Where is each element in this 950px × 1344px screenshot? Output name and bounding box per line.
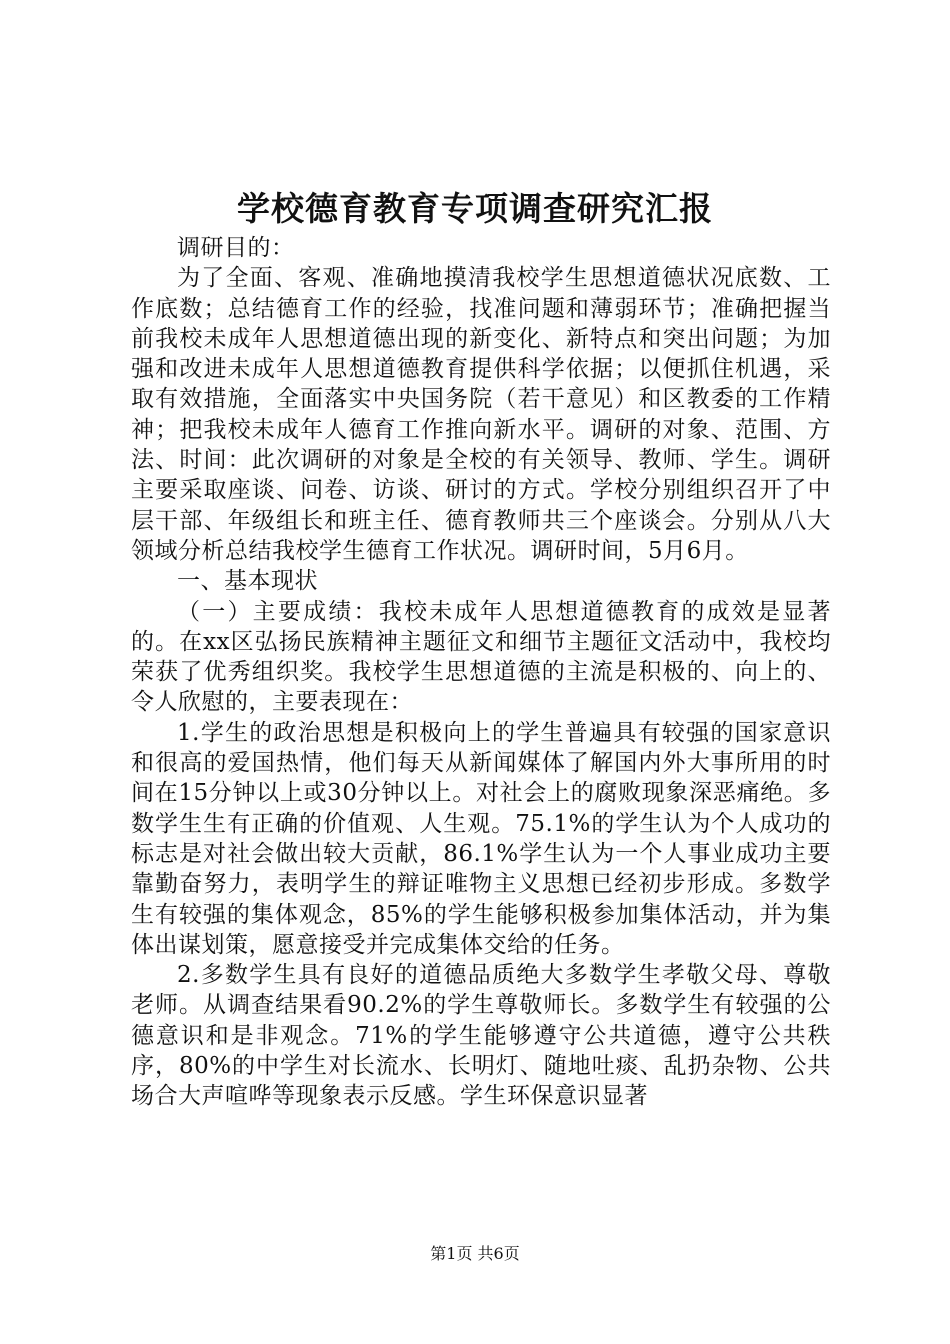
document-title: 学校德育教育专项调查研究汇报 (237, 189, 713, 228)
paragraph-item-2: 2.多数学生具有良好的道德品质绝大多数学生孝敬父母、尊敬老师。从调查结果看90.2%的学生尊敬师长。多数学生有较强的公德意识和是非观念。71%的学生能够遵守公共道德，遵守公共秩序，80%的中学生对长流水、长明灯、随地吐痰、乱扔杂物、公共场合大声喧哗等现象表示反感。学生环保意识显著 (131, 962, 831, 1110)
paragraph-main-achievements: （一）主要成绩：我校未成年人思想道德教育的成效是显著的。在xx区弘扬民族精神主题征文和细节主题征文活动中，我校均荣获了优秀组织奖。我校学生思想道德的主流是积极的、向上的、令人欣慰的，主要表现在： (131, 598, 831, 716)
paragraph-research-purpose-heading: 调研目的： (177, 235, 295, 261)
paragraph-item-1: 1.学生的政治思想是积极向上的学生普遍具有较强的国家意识和很高的爱国热情，他们每天从新闻媒体了解国内外大事所用的时间在15分钟以上或30分钟以上。对社会上的腐败现象深恶痛绝。多数学生生有正确的价值观、人生观。75.1%的学生认为个人成功的标志是对社会做出较大贡献，86.1%学生认为一个人事业成功主要靠勤奋努力，表明学生的辩证唯物主义思想已经初步形成。多数学生有较强的集体观念，85%的学生能够积极参加集体活动，并为集体出谋划策，愿意接受并完成集体交给的任务。 (131, 719, 831, 958)
document-body (131, 233, 831, 1112)
paragraph-research-purpose: 为了全面、客观、准确地摸清我校学生思想道德状况底数、工作底数；总结德育工作的经验，找准问题和薄弱环节；准确把握当前我校未成年人思想道德出现的新变化、新特点和突出问题；为加强和改进未成年人思想道德教育提供科学依据；以便抓住机遇，采取有效措施，全面落实中央国务院（若干意见）和区教委的工作精神；把我校未成年人德育工作推向新水平。调研的对象、范围、方法、时间：此次调研的对象是全校的有关领导、教师、学生。调研主要采取座谈、问卷、访谈、研讨的方式。学校分别组织召开了中层干部、年级组长和班主任、德育教师共三个座谈会。分别从八大领域分析总结我校学生德育工作状况。调研时间，5月6月。 (131, 265, 831, 564)
page-number-footer: 第1页 共6页 (430, 1244, 520, 1263)
section-heading-basic-status: 一、基本现状 (177, 568, 318, 595)
